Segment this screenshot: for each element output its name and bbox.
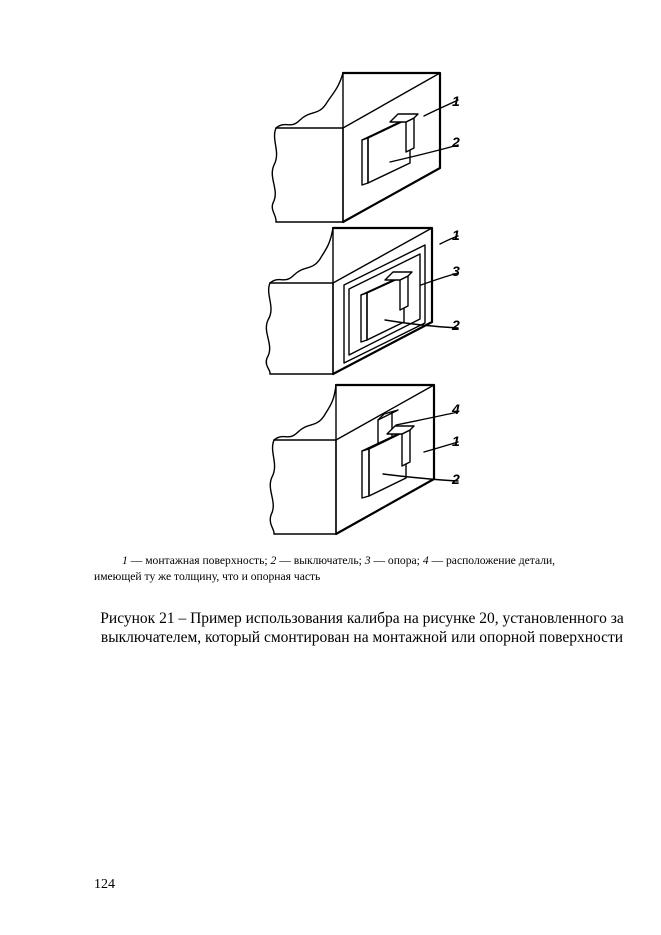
block-1-mounting-surface xyxy=(272,73,440,222)
figure-caption: Рисунок 21 – Пример использования калибра на рисунке 20, установленного за выключателем, который смонтирован на монтажной или опорной поверхности xyxy=(100,610,624,646)
label-1-block-1: 1 xyxy=(452,93,460,109)
label-2-block-3: 2 xyxy=(452,471,460,487)
legend-text-1: — монтажная поверхность; xyxy=(130,554,268,567)
label-3-block-2: 3 xyxy=(452,263,460,279)
label-2-block-2: 2 xyxy=(452,317,460,333)
label-2-block-1: 2 xyxy=(452,134,460,150)
legend-number-4: 4 xyxy=(422,554,429,567)
label-4-block-3: 4 xyxy=(452,401,460,417)
figure-legend xyxy=(94,553,630,585)
legend-line-2: имеющей ту же толщину, что и опорная часть xyxy=(94,570,321,583)
legend-number-1: 1 xyxy=(122,554,128,567)
label-1-block-3: 1 xyxy=(452,433,460,449)
legend-text-3: — опора; xyxy=(373,554,420,567)
page-number: 124 xyxy=(94,877,115,892)
label-1-block-2: 1 xyxy=(452,227,460,243)
legend-text-4: — расположение детали, xyxy=(431,554,556,567)
legend-number-3: 3 xyxy=(364,554,371,567)
legend-text-2: — выключатель; xyxy=(279,554,362,567)
legend-line-1 xyxy=(94,553,630,569)
legend-number-2: 2 xyxy=(270,554,277,567)
